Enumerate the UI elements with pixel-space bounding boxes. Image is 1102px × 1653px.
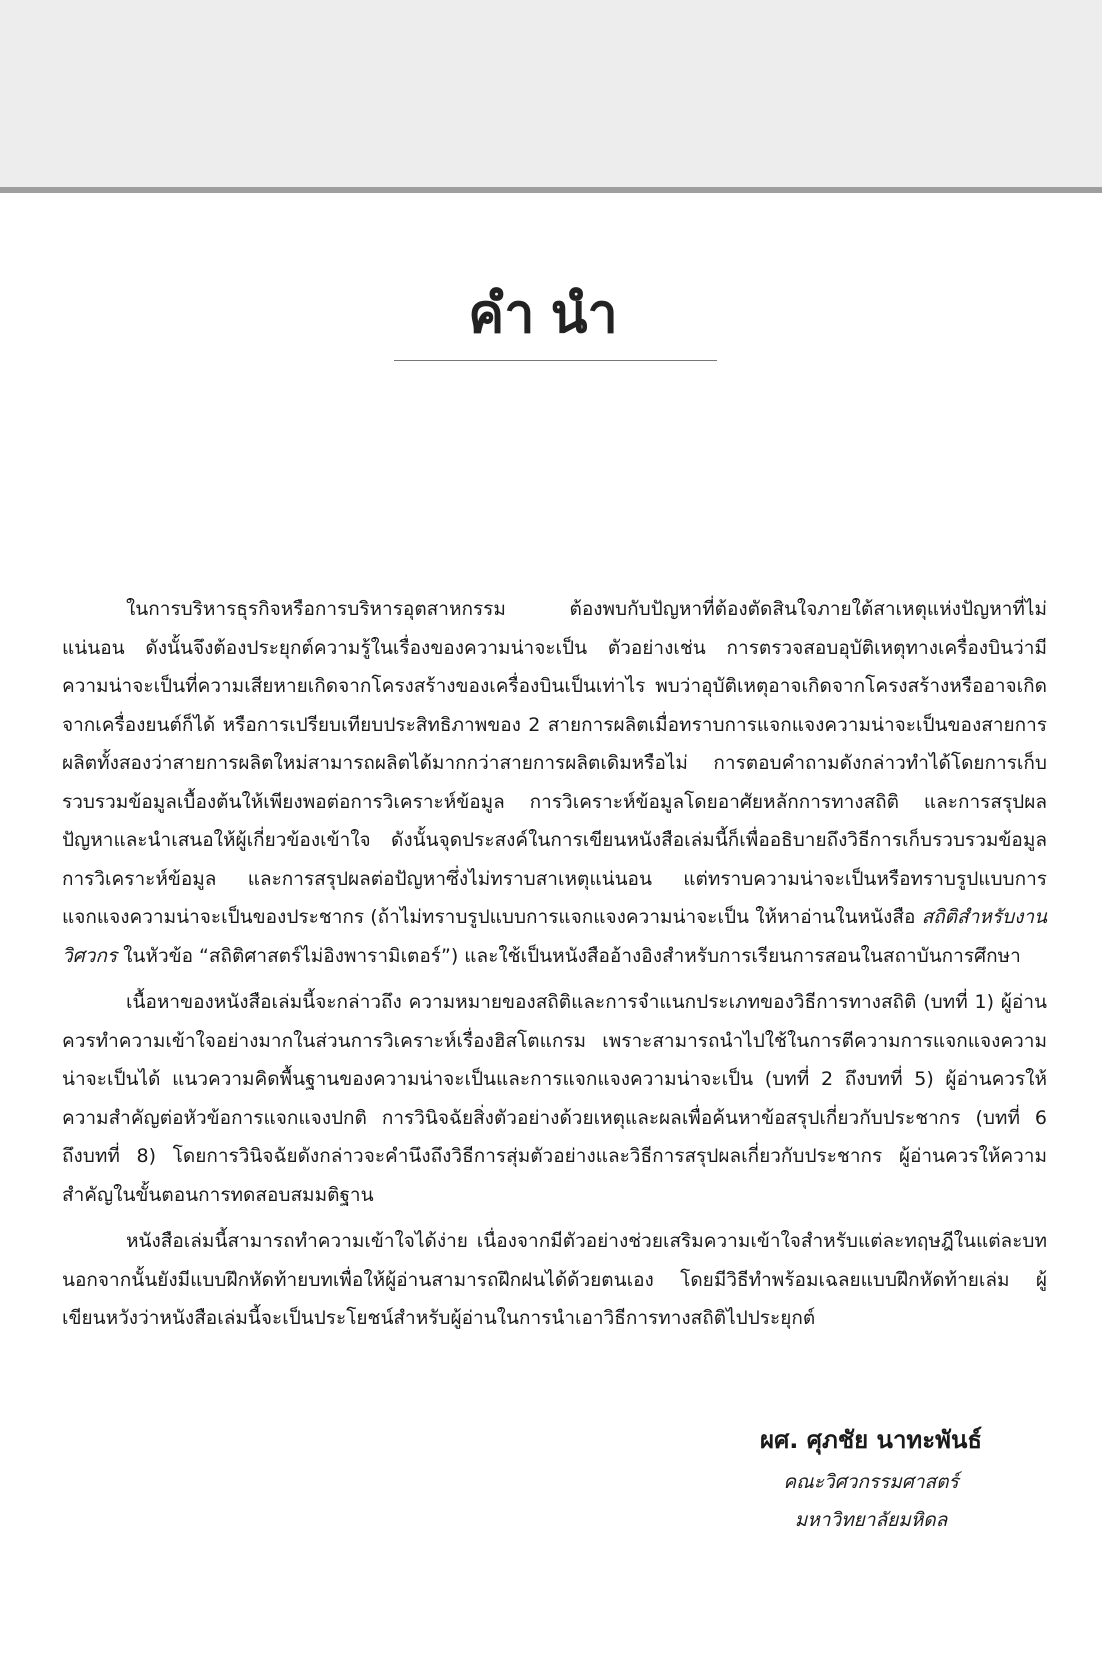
book-title: สถิติสำหรับงานวิศวกร bbox=[62, 906, 1048, 967]
paragraph-2: เนื้อหาของหนังสือเล่มนี้จะกล่าวถึง ความหมายของสถิติและการจำแนกประเภทของวิธีการทางสถิติ (บทที่ 1) ผู้อ่านควรทำความเข้าใจอย่างมากในส่วนการวิเคราะห์เรื่องฮิสโตแกรม เพราะสามารถนำไปใช้ในการตีความการแจกแจงความน่าจะเป็นได้ แนวความคิดพื้นฐานของความน่าจะเป็นและการแจกแจงความน่าจะเป็น (บทที่ 2 ถึงบทที่ 5) ผู้อ่านควรให้ความสำคัญต่อหัวข้อการแจกแจงปกติ การวินิจฉัยสิ่งตัวอย่างด้วยเหตุและผลเพื่อค้นหาข้อสรุปเกี่ยวกับประชากร (บทที่ 6 ถึงบทที่ 8) โดยการวินิจฉัยดังกล่าวจะคำนึงถึงวิธีการสุ่มตัวอย่างและวิธีการสรุปผลเกี่ยวกับประชากร ผู้อ่านควรให้ความสำคัญในขั้นตอนการทดสอบสมมติฐาน bbox=[62, 991, 1047, 1206]
page-title: คำนำ bbox=[468, 282, 634, 345]
author-faculty: คณะวิศวกรรมศาสตร์ bbox=[783, 1471, 959, 1493]
author-name: ผศ. ศุภชัย นาทะพันธ์ bbox=[760, 1426, 982, 1454]
signature-block bbox=[760, 1420, 982, 1539]
paragraph-3: หนังสือเล่มนี้สามารถทำความเข้าใจได้ง่าย เนื่องจากมีตัวอย่างช่วยเสริมความเข้าใจสำหรับแต่ละทฤษฎีในแต่ละบท นอกจากนั้นยังมีแบบฝึกหัดท้ายบทเพื่อให้ผู้อ่านสามารถฝึกฝนได้ด้วยตนเอง โดยมีวิธีทำพร้อมเฉลยแบบฝึกหัดท้ายเล่ม ผู้เขียนหวังว่าหนังสือเล่มนี้จะเป็นประโยชน์สำหรับผู้อ่านในการนำเอาวิธีการทางสถิติไปประยุกต์ bbox=[62, 1230, 1047, 1329]
paragraph-1-text-a: ในการบริหารธุรกิจหรือการบริหารอุตสาหกรรม ต้องพบกับปัญหาที่ต้องตัดสินใจภายใต้สาเหตุแห่งปัญหาที่ไม่แน่นอน ดังนั้นจึงต้องประยุกต์ความรู้ในเรื่องของความน่าจะเป็น ตัวอย่างเช่น การตรวจสอบอุบัติเหตุทางเครื่องบินว่ามีความน่าจะเป็นที่ความเสียหายเกิดจากโครงสร้างของเครื่องบินเป็นเท่าไร พบว่าอุบัติเหตุอาจเกิดจากโครงสร้างหรืออาจเกิดจากเครื่องยนต์ก็ได้ หรือการเปรียบเทียบประสิทธิภาพของ 2 สายการผลิตเมื่อทราบการแจกแจงความน่าจะเป็นของสายการผลิตทั้งสองว่าสายการผลิตใหม่สามารถผลิตได้มากกว่าสายการผลิตเดิมหรือไม่ การตอบคำถามดังกล่าวทำได้โดยการเก็บรวบรวมข้อมูลเบื้องต้นให้เพียงพอต่อการวิเคราะห์ข้อมูล การวิเคราะห์ข้อมูลโดยอาศัยหลักการทางสถิติ และการสรุปผลปัญหาและนำเสนอให้ผู้เกี่ยวข้องเข้าใจ ดังนั้นจุดประสงค์ในการเขียนหนังสือเล่มนี้ก็เพื่ออธิบายถึงวิธีการเก็บรวบรวมข้อมูล การวิเคราะห์ข้อมูล และการสรุปผลต่อปัญหาซึ่งไม่ทราบสาเหตุแน่นอน แต่ทราบความน่าจะเป็นหรือทราบรูปแบบการแจกแจงความน่าจะเป็นของประชากร (ถ้าไม่ทราบรูปแบบการแจกแจงความน่าจะเป็น ให้หาอ่านในหนังสือ bbox=[62, 598, 1047, 928]
header-band bbox=[0, 0, 1102, 193]
author-university: มหาวิทยาลัยมหิดล bbox=[794, 1509, 948, 1531]
preface-body bbox=[62, 590, 1047, 1346]
title-underline bbox=[394, 360, 717, 361]
paragraph-1 bbox=[62, 590, 1047, 975]
paragraph-1-text-b: ในหัวข้อ “สถิติศาสตร์ไม่อิงพารามิเตอร์”) และใช้เป็นหนังสืออ้างอิงสำหรับการเรียนการสอนในสถาบันการศึกษา bbox=[123, 944, 1021, 967]
